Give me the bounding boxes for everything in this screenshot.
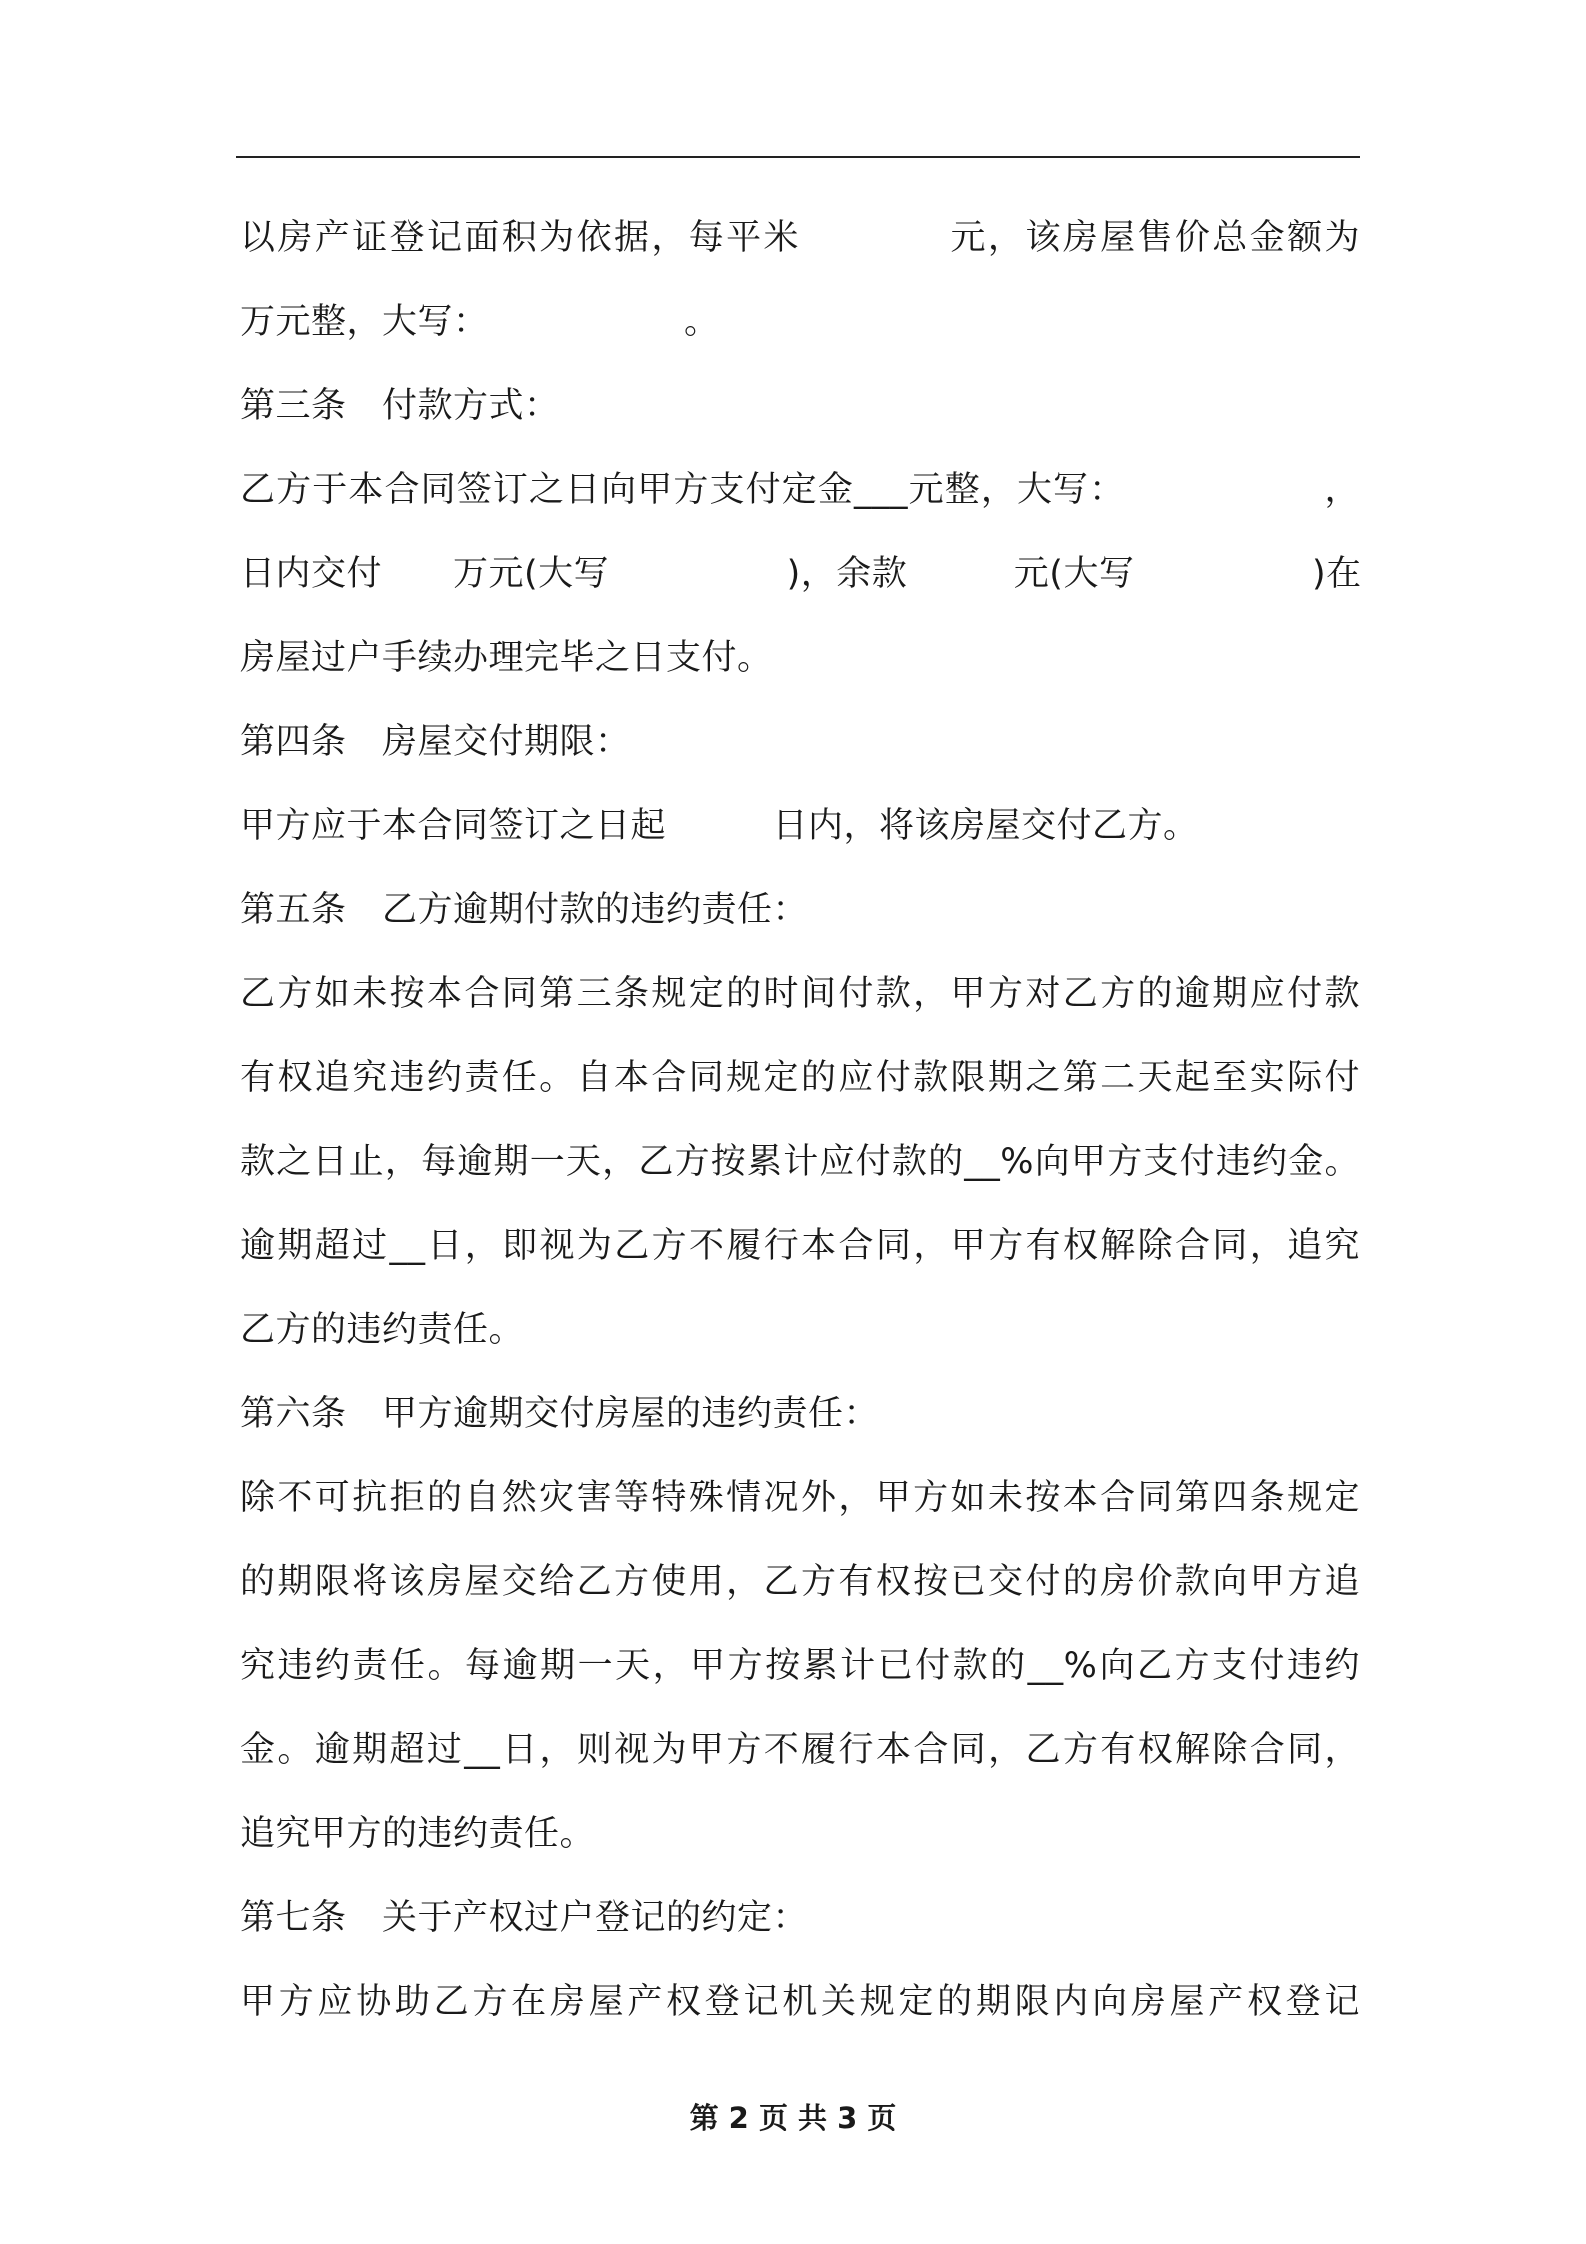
article-heading: 第五条 乙方逾期付款的违约责任：: [240, 890, 809, 930]
contract-body: [240, 196, 1360, 2044]
text-line: 乙方的违约责任。: [240, 1310, 525, 1350]
text-line: 日内交付 万元(大写 )，余款 元(大写 )在: [240, 554, 1362, 594]
text-line: 有权追究违约责任。自本合同规定的应付款限期之第二天起至实际付: [240, 1058, 1360, 1098]
text-line: 以房产证登记面积为依据，每平米 元，该房屋售价总金额为: [240, 218, 1360, 258]
article-heading: 第三条 付款方式：: [240, 386, 560, 426]
article-heading: 第七条 关于产权过户登记的约定：: [240, 1898, 809, 1938]
text-line: 甲方应协助乙方在房屋产权登记机关规定的期限内向房屋产权登记: [240, 1982, 1360, 2022]
article-heading: 第四条 房屋交付期限：: [240, 722, 631, 762]
text-line: 甲方应于本合同签订之日起 日内，将该房屋交付乙方。: [240, 806, 1199, 846]
text-line: 房屋过户手续办理完毕之日支付。: [240, 638, 773, 678]
article-heading: 第六条 甲方逾期交付房屋的违约责任：: [240, 1394, 880, 1434]
text-line: 乙方于本合同签订之日向甲方支付定金___元整，大写： ，: [240, 470, 1360, 510]
header-rule: [236, 156, 1360, 158]
text-line: 万元整，大写： 。: [240, 302, 720, 342]
text-line: 乙方如未按本合同第三条规定的时间付款，甲方对乙方的逾期应付款: [240, 974, 1360, 1014]
page-number-footer: 第 2 页 共 3 页: [689, 2101, 897, 2135]
text-line: 究违约责任。每逾期一天，甲方按累计已付款的__%向乙方支付违约: [240, 1646, 1360, 1686]
text-line: 款之日止，每逾期一天，乙方按累计应付款的__%向甲方支付违约金。: [240, 1142, 1360, 1182]
text-line: 逾期超过__日，即视为乙方不履行本合同，甲方有权解除合同，追究: [240, 1226, 1360, 1266]
text-line: 追究甲方的违约责任。: [240, 1814, 596, 1854]
text-line: 的期限将该房屋交给乙方使用，乙方有权按已交付的房价款向甲方追: [240, 1562, 1360, 1602]
text-line: 除不可抗拒的自然灾害等特殊情况外，甲方如未按本合同第四条规定: [240, 1478, 1360, 1518]
text-line: 金。逾期超过__日，则视为甲方不履行本合同，乙方有权解除合同，: [240, 1730, 1360, 1770]
